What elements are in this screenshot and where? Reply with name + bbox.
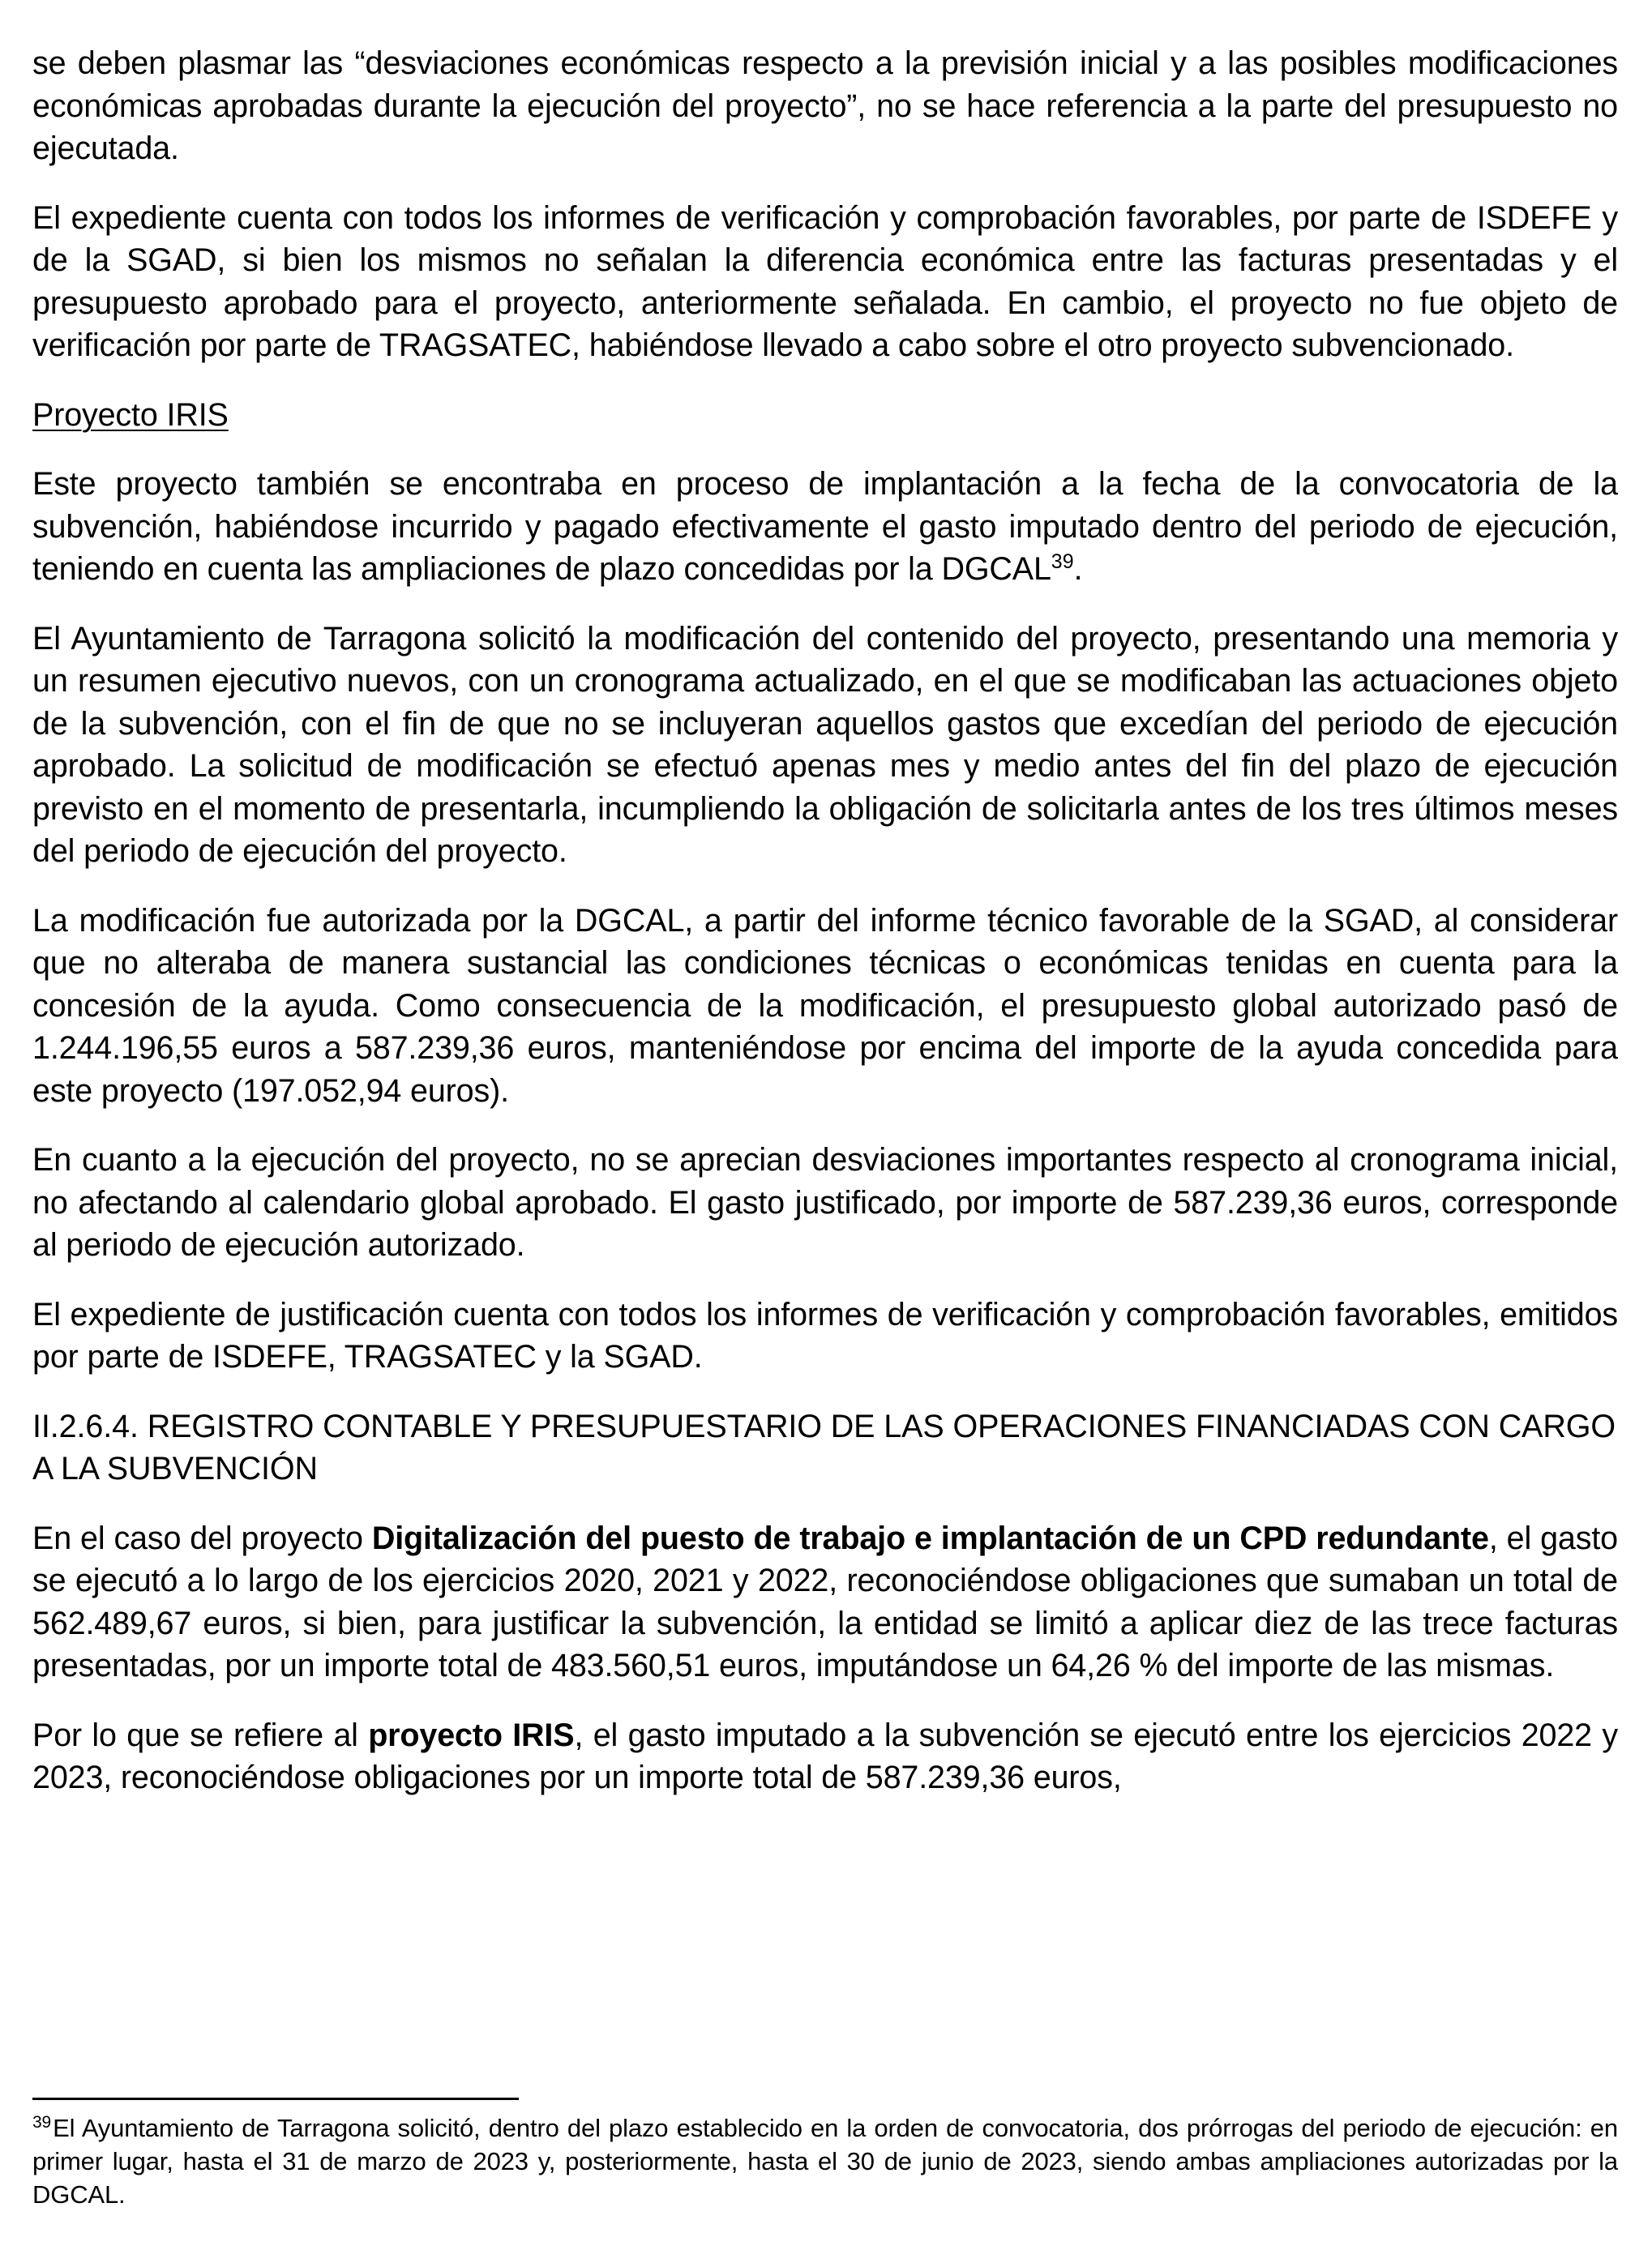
paragraph-lead-text: En el caso del proyecto [32,1520,372,1556]
paragraph-rest-text: , el gasto imputado a la subvención se ejecutó entre los ejercicios 2022 y 2023, reconociéndose obligaciones por un importe total de 587.239,36 euros, [32,1717,1619,1795]
paragraph-solicitud-modificacion: El Ayuntamiento de Tarragona solicitó la modificación del contenido del proyecto, presentando una memoria y un resumen ejecutivo nuevos, con un cronograma actualizado, en el que se modificaban las actuaciones objeto de la subvención, con el fin de que no se incluyeran aquellos gastos que excedían del periodo de ejecución aprobado. La solicitud de modificación se efectuó apenas mes y medio antes del fin del plazo de ejecución previsto en el momento de presentarla, incumpliendo la obligación de solicitarla antes de los tres últimos meses del periodo de ejecución del proyecto. [32,620,1618,869]
paragraph-proyecto-cpd-redundante [32,1517,1618,1688]
emphasis-proyecto-iris: proyecto IRIS [368,1717,575,1753]
paragraph-desviaciones-economicas: se deben plasmar las “desviaciones económicas respecto a la previsión inicial y a las posibles modificaciones económicas aprobadas durante la ejecución del proyecto”, no se hace referencia a la parte del presupuesto no ejecutada. [32,45,1618,166]
paragraph-text-before-footnote-ref: Este proyecto también se encontraba en proceso de implantación a la fecha de la convocatoria de la subvención, habiéndose incurrido y pagado efectivamente el gasto imputado dentro del periodo de ejecución, teniendo en cuenta las ampliaciones de plazo concedidas por la DGCAL [32,466,1618,587]
paragraph-ejecucion-sin-desviaciones: En cuanto a la ejecución del proyecto, no se aprecian desviaciones importantes respecto al cronograma inicial, no afectando al calendario global aprobado. El gasto justificado, por importe de 587.239,36 euros, corresponde al periodo de ejecución autorizado. [32,1142,1618,1263]
footnote-reference-marker[interactable]: 39 [1051,550,1074,573]
paragraph-proceso-implantacion [32,463,1618,591]
footnote-text: El Ayuntamiento de Tarragona solicitó, dentro del plazo establecido en la orden de convocatoria, dos prórrogas del periodo de ejecución: en primer lugar, hasta el 31 de marzo de 2023 y, posteriormente, hasta el 30 de junio de 2023, siendo ambas ampliaciones autorizadas por la DGCAL. [32,2114,1618,2209]
footnote-area [32,2098,1618,2211]
paragraph-lead-text: Por lo que se refiere al [32,1717,369,1753]
section-heading-ii-2-6-4 [32,1405,1618,1491]
paragraph-modificacion-autorizada: La modificación fue autorizada por la DGCAL, a partir del informe técnico favorable de la SGAD, al considerar que no alteraba de manera sustancial las condiciones técnicas o económicas tenidas en cuenta para la concesión de la ayuda. Como consecuencia de la modificación, el presupuesto global autorizado pasó de 1.244.196,55 euros a 587.239,36 euros, manteniéndose por encima del importe de la ayuda concedida para este proyecto (197.052,94 euros). [32,902,1618,1109]
footnote-separator-rule [32,2098,519,2100]
paragraph-rest-text: , el gasto se ejecutó a lo largo de los ejercicios 2020, 2021 y 2022, reconociéndose obligaciones que sumaban un total de 562.489,67 euros, si bien, para justificar la subvención, la entidad se limitó a aplicar diez de las trece facturas presentadas, por un importe total de 483.560,51 euros, imputándose un 64,26 % del importe de las mismas. [32,1520,1618,1683]
paragraph-expediente-justificacion: El expediente de justificación cuenta con todos los informes de verificación y comprobación favorables, emitidos por parte de ISDEFE, TRAGSATEC y la SGAD. [32,1296,1618,1375]
subheading-label: Proyecto IRIS [32,396,229,433]
section-heading-text: II.2.6.4. REGISTRO CONTABLE Y PRESUPUESTARIO DE LAS OPERACIONES FINANCIADAS CON CARGO A LA SUBVENCIÓN [32,1408,1616,1486]
body-column [32,42,1618,1799]
footnote-39 [32,2111,1618,2211]
paragraph-expediente-informes-verificacion: El expediente cuenta con todos los informes de verificación y comprobación favorables, por parte de ISDEFE y de la SGAD, si bien los mismos no señalan la diferencia económica entre las facturas presentadas y el presupuesto aprobado para el proyecto, anteriormente señalada. En cambio, el proyecto no fue objeto de verificación por parte de TRAGSATEC, habiéndose llevado a cabo sobre el otro proyecto subvencionado. [32,199,1618,363]
paragraph-text-after-footnote-ref: . [1073,551,1083,587]
footnote-number-marker[interactable]: 39 [32,2112,52,2132]
emphasis-proyecto-digitalizacion-cpd: Digitalización del puesto de trabajo e implantación de un CPD redundante [371,1520,1489,1556]
paragraph-proyecto-iris-registro [32,1714,1618,1799]
subheading-proyecto-iris [32,394,1618,437]
